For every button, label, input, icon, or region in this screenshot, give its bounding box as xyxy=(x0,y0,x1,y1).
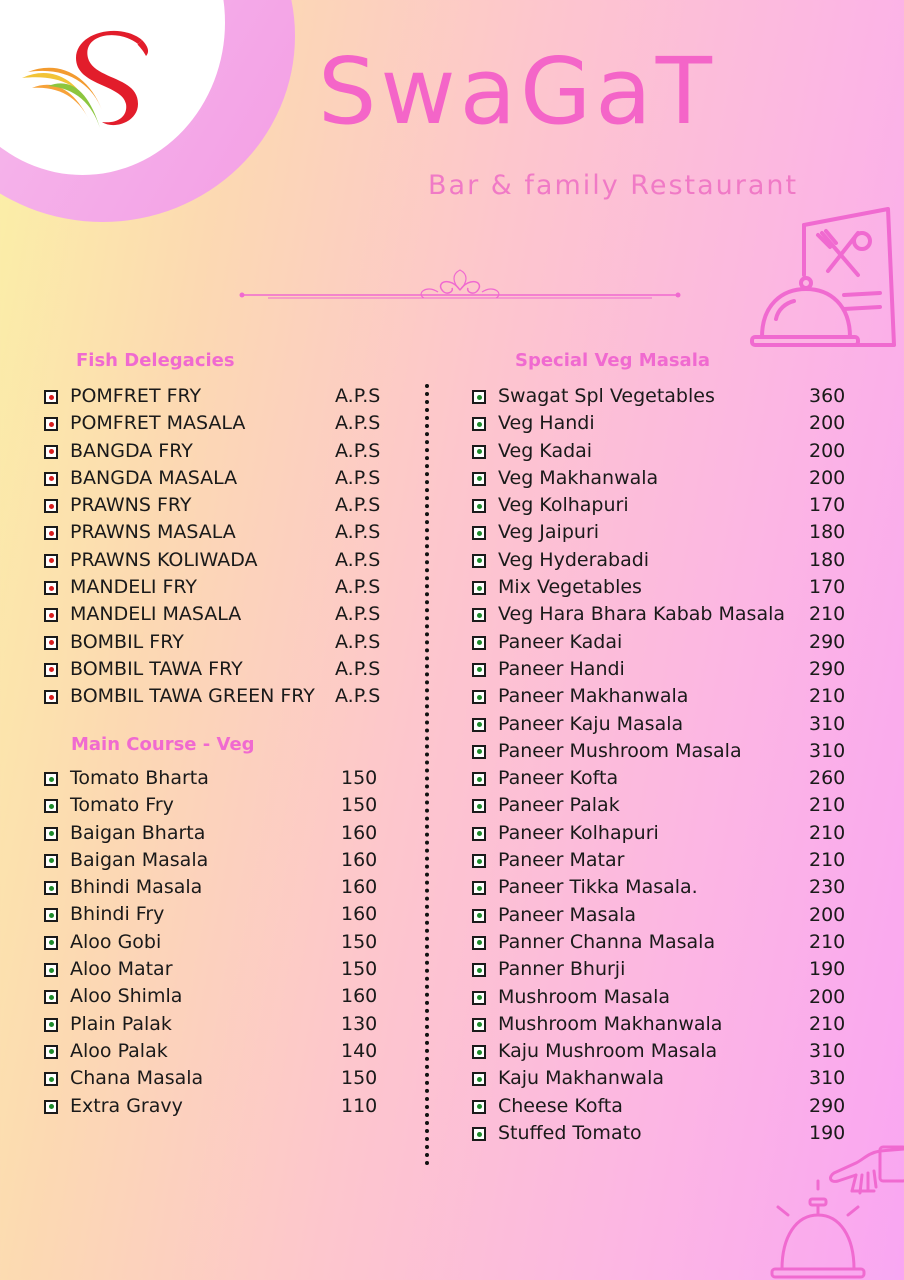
menu-item xyxy=(44,847,404,874)
menu-item-price: 210 xyxy=(809,821,846,844)
menu-item xyxy=(472,820,872,847)
veg-mark-icon xyxy=(472,663,486,677)
menu-item xyxy=(44,438,404,465)
main-veg-list xyxy=(44,765,404,1120)
menu-item-price: 260 xyxy=(809,767,846,790)
menu-item-price: 150 xyxy=(341,1067,378,1090)
veg-mark-icon xyxy=(44,827,58,841)
menu-item-name: PRAWNS MASALA xyxy=(70,521,236,544)
menu-item-name: BOMBIL TAWA FRY xyxy=(70,657,243,680)
menu-item xyxy=(472,683,872,710)
menu-item xyxy=(472,874,872,901)
menu-item-price: 210 xyxy=(809,849,846,872)
veg-mark-icon xyxy=(472,881,486,895)
nonveg-mark-icon xyxy=(44,390,58,404)
menu-item xyxy=(44,656,404,683)
menu-item xyxy=(44,765,404,792)
swagat-logo-icon xyxy=(18,26,158,136)
menu-item-price: 290 xyxy=(809,1094,846,1117)
menu-item xyxy=(44,410,404,437)
menu-item-price: 170 xyxy=(809,576,846,599)
service-bell-icon xyxy=(768,1145,904,1280)
menu-item-price: 160 xyxy=(341,903,378,926)
menu-item-price: 150 xyxy=(341,794,378,817)
menu-item-price: 180 xyxy=(809,548,846,571)
menu-item-price: A.P.S xyxy=(335,521,381,544)
fish-list xyxy=(44,383,404,711)
menu-item-price: 310 xyxy=(809,739,846,762)
menu-item-price: A.P.S xyxy=(335,603,381,626)
menu-item-name: Aloo Shimla xyxy=(70,985,183,1008)
veg-mark-icon xyxy=(472,554,486,568)
menu-item-price: 200 xyxy=(809,439,846,462)
veg-mark-icon xyxy=(44,936,58,950)
menu-item-name: Kaju Makhanwala xyxy=(498,1067,664,1090)
menu-item-price: 200 xyxy=(809,412,846,435)
menu-item xyxy=(472,601,872,628)
menu-item-price: 200 xyxy=(809,985,846,1008)
veg-mark-icon xyxy=(44,908,58,922)
menu-item xyxy=(472,1120,872,1147)
menu-item xyxy=(472,929,872,956)
menu-item xyxy=(472,1011,872,1038)
menu-item-name: Veg Makhanwala xyxy=(498,466,659,489)
menu-item-price: A.P.S xyxy=(335,412,381,435)
veg-mark-icon xyxy=(44,1045,58,1059)
menu-item-price: 210 xyxy=(809,930,846,953)
menu-item-price: 160 xyxy=(341,985,378,1008)
menu-item xyxy=(472,956,872,983)
menu-item xyxy=(44,683,404,710)
menu-item-price: A.P.S xyxy=(335,466,381,489)
menu-item-name: BANGDA MASALA xyxy=(70,466,238,489)
veg-mark-icon xyxy=(472,636,486,650)
veg-mark-icon xyxy=(472,991,486,1005)
menu-item xyxy=(472,1065,872,1092)
menu-item-name: Kaju Mushroom Masala xyxy=(498,1040,718,1063)
veg-mark-icon xyxy=(44,1100,58,1114)
menu-item-name: POMFRET FRY xyxy=(70,385,202,407)
menu-item-name: Paneer Kaju Masala xyxy=(498,712,684,735)
menu-item xyxy=(472,656,872,683)
veg-mark-icon xyxy=(472,909,486,923)
column-divider xyxy=(425,384,429,1166)
menu-item-name: Aloo Palak xyxy=(70,1039,168,1062)
menu-item-price: 210 xyxy=(809,603,846,626)
veg-mark-icon xyxy=(472,963,486,977)
menu-item-name: Stuffed Tomato xyxy=(498,1122,642,1145)
menu-item-name: Tomato Fry xyxy=(70,794,174,817)
menu-item xyxy=(44,492,404,519)
menu-item xyxy=(44,820,404,847)
menu-item xyxy=(472,574,872,601)
menu-item-name: Chana Masala xyxy=(70,1067,204,1090)
menu-item xyxy=(44,629,404,656)
veg-mark-icon xyxy=(472,608,486,622)
veg-mark-icon xyxy=(472,936,486,950)
nonveg-mark-icon xyxy=(44,472,58,486)
menu-item xyxy=(472,492,872,519)
veg-mark-icon xyxy=(472,390,486,404)
menu-item xyxy=(472,410,872,437)
veg-mark-icon xyxy=(472,499,486,513)
menu-item-price: 170 xyxy=(809,494,846,517)
menu-item-name: BANGDA FRY xyxy=(70,439,193,462)
menu-item xyxy=(472,984,872,1011)
menu-item-name: POMFRET MASALA xyxy=(70,412,246,435)
menu-item-price: A.P.S xyxy=(335,439,381,462)
fish-section-title: Fish Delegacies xyxy=(76,350,235,371)
menu-item xyxy=(472,765,872,792)
menu-item-name: Swagat Spl Vegetables xyxy=(498,385,715,407)
menu-item-price: A.P.S xyxy=(335,630,381,653)
menu-item xyxy=(44,983,404,1010)
menu-item-name: Panner Channa Masala xyxy=(498,930,716,953)
menu-item-price: 180 xyxy=(809,521,846,544)
brand-title: SwaGaT xyxy=(318,38,716,145)
menu-item xyxy=(472,383,872,410)
menu-item xyxy=(472,547,872,574)
menu-item-name: PRAWNS FRY xyxy=(70,494,192,517)
brand-tagline: Bar & family Restaurant xyxy=(428,170,799,201)
menu-item xyxy=(44,792,404,819)
nonveg-mark-icon xyxy=(44,417,58,431)
veg-mark-icon xyxy=(472,772,486,786)
menu-item-name: MANDELI MASALA xyxy=(70,603,242,626)
special-veg-list xyxy=(472,383,872,1147)
menu-item-price: 150 xyxy=(341,930,378,953)
menu-item-name: Plain Palak xyxy=(70,1012,172,1035)
menu-item-price: 210 xyxy=(809,1012,846,1035)
menu-item-price: A.P.S xyxy=(335,494,381,517)
veg-mark-icon xyxy=(472,1127,486,1141)
menu-item-name: Baigan Bharta xyxy=(70,821,206,844)
veg-mark-icon xyxy=(472,472,486,486)
nonveg-mark-icon xyxy=(44,499,58,513)
veg-mark-icon xyxy=(472,690,486,704)
menu-item xyxy=(44,1011,404,1038)
menu-item xyxy=(44,956,404,983)
veg-mark-icon xyxy=(44,1072,58,1086)
menu-item xyxy=(44,465,404,492)
menu-item-price: 290 xyxy=(809,630,846,653)
menu-item-name: Paneer Kadai xyxy=(498,630,623,653)
veg-mark-icon xyxy=(472,1018,486,1032)
veg-mark-icon xyxy=(44,772,58,786)
menu-item xyxy=(472,847,872,874)
menu-item-price: 230 xyxy=(809,876,846,899)
menu-item-price: A.P.S xyxy=(335,685,381,708)
menu-item-price: 140 xyxy=(341,1039,378,1062)
menu-item xyxy=(44,1038,404,1065)
nonveg-mark-icon xyxy=(44,663,58,677)
menu-item xyxy=(472,438,872,465)
veg-mark-icon xyxy=(44,881,58,895)
menu-item-name: Veg Kadai xyxy=(498,439,593,462)
veg-mark-icon xyxy=(44,990,58,1004)
menu-item-name: Mix Vegetables xyxy=(498,576,642,599)
menu-item-name: Baigan Masala xyxy=(70,848,209,871)
menu-item-name: Veg Kolhapuri xyxy=(498,494,629,517)
menu-item xyxy=(472,629,872,656)
menu-item xyxy=(44,874,404,901)
veg-mark-icon xyxy=(472,718,486,732)
menu-item-name: Mushroom Masala xyxy=(498,985,671,1008)
menu-item-price: 150 xyxy=(341,958,378,981)
menu-item-name: PRAWNS KOLIWADA xyxy=(70,548,258,571)
menu-item-name: Paneer Matar xyxy=(498,849,625,872)
menu-item xyxy=(44,519,404,546)
menu-item xyxy=(472,711,872,738)
menu-item-price: 190 xyxy=(809,1122,846,1145)
menu-item-price: 210 xyxy=(809,794,846,817)
veg-mark-icon xyxy=(44,854,58,868)
menu-item-name: Extra Gravy xyxy=(70,1094,183,1117)
veg-mark-icon xyxy=(472,417,486,431)
menu-item-name: Aloo Matar xyxy=(70,958,173,981)
nonveg-mark-icon xyxy=(44,690,58,704)
menu-item-name: Paneer Kofta xyxy=(498,767,619,790)
menu-item-price: 200 xyxy=(809,903,846,926)
menu-item-name: Paneer Tikka Masala. xyxy=(498,876,698,899)
main-veg-section-title: Main Course - Veg xyxy=(71,734,255,755)
veg-mark-icon xyxy=(472,1100,486,1114)
menu-item xyxy=(44,1065,404,1092)
menu-item-name: Bhindi Masala xyxy=(70,876,203,899)
veg-mark-icon xyxy=(472,445,486,459)
menu-item-price: 130 xyxy=(341,1012,378,1035)
veg-mark-icon xyxy=(44,963,58,977)
menu-item xyxy=(44,547,404,574)
menu-item-price: 160 xyxy=(341,876,378,899)
menu-item xyxy=(44,929,404,956)
menu-item xyxy=(44,383,404,410)
menu-item-name: Aloo Gobi xyxy=(70,930,162,953)
nonveg-mark-icon xyxy=(44,581,58,595)
menu-item-name: Veg Handi xyxy=(498,412,595,435)
menu-item-name: Cheese Kofta xyxy=(498,1094,623,1117)
menu-item-name: Mushroom Makhanwala xyxy=(498,1012,723,1035)
menu-item-price: A.P.S xyxy=(335,576,381,599)
menu-item-name: Veg Hara Bhara Kabab Masala xyxy=(498,603,786,626)
menu-item xyxy=(472,465,872,492)
menu-item xyxy=(472,519,872,546)
menu-item-name: Paneer Makhanwala xyxy=(498,685,689,708)
menu-item-price: 290 xyxy=(809,657,846,680)
menu-item-name: Paneer Kolhapuri xyxy=(498,821,659,844)
menu-item-price: 190 xyxy=(809,958,846,981)
ornament-divider-icon xyxy=(238,268,682,308)
menu-item xyxy=(44,901,404,928)
menu-item xyxy=(472,902,872,929)
nonveg-mark-icon xyxy=(44,636,58,650)
menu-item-name: BOMBIL FRY xyxy=(70,630,184,653)
menu-item-price: 210 xyxy=(809,685,846,708)
menu-card-cloche-icon xyxy=(748,205,898,355)
menu-item-name: Tomato Bharta xyxy=(70,767,209,789)
veg-mark-icon xyxy=(472,854,486,868)
menu-item xyxy=(472,792,872,819)
veg-mark-icon xyxy=(472,827,486,841)
menu-item xyxy=(472,1038,872,1065)
menu-item-price: 310 xyxy=(809,712,846,735)
veg-mark-icon xyxy=(44,1018,58,1032)
menu-item-name: BOMBIL TAWA GREEN FRY xyxy=(70,685,315,708)
menu-item xyxy=(44,601,404,628)
menu-item-name: Paneer Mushroom Masala xyxy=(498,739,742,762)
nonveg-mark-icon xyxy=(44,526,58,540)
menu-item-name: Bhindi Fry xyxy=(70,903,165,926)
nonveg-mark-icon xyxy=(44,608,58,622)
menu-item xyxy=(44,574,404,601)
menu-item xyxy=(44,1093,404,1120)
nonveg-mark-icon xyxy=(44,554,58,568)
veg-mark-icon xyxy=(472,1045,486,1059)
menu-item-name: Paneer Palak xyxy=(498,794,620,817)
veg-mark-icon xyxy=(472,1072,486,1086)
menu-item-price: 160 xyxy=(341,848,378,871)
menu-item xyxy=(472,1093,872,1120)
veg-mark-icon xyxy=(472,745,486,759)
menu-item-price: 200 xyxy=(809,466,846,489)
menu-item-price: 310 xyxy=(809,1040,846,1063)
menu-item-price: A.P.S xyxy=(335,657,381,680)
menu-item-name: Veg Jaipuri xyxy=(498,521,600,544)
menu-item-price: 150 xyxy=(341,767,378,789)
menu-item-name: Veg Hyderabadi xyxy=(498,548,650,571)
menu-item-price: A.P.S xyxy=(335,548,381,571)
menu-item-price: 110 xyxy=(341,1094,378,1117)
nonveg-mark-icon xyxy=(44,445,58,459)
veg-mark-icon xyxy=(44,799,58,813)
veg-mark-icon xyxy=(472,581,486,595)
menu-item-price: 310 xyxy=(809,1067,846,1090)
menu-item xyxy=(472,738,872,765)
menu-item-name: MANDELI FRY xyxy=(70,576,197,599)
menu-item-price: A.P.S xyxy=(335,385,381,407)
menu-item-name: Paneer Handi xyxy=(498,657,625,680)
menu-item-price: 360 xyxy=(809,385,846,407)
veg-mark-icon xyxy=(472,799,486,813)
veg-mark-icon xyxy=(472,526,486,540)
menu-item-price: 160 xyxy=(341,821,378,844)
menu-item-name: Panner Bhurji xyxy=(498,958,626,981)
menu-item-name: Paneer Masala xyxy=(498,903,637,926)
special-veg-section-title: Special Veg Masala xyxy=(515,350,711,371)
